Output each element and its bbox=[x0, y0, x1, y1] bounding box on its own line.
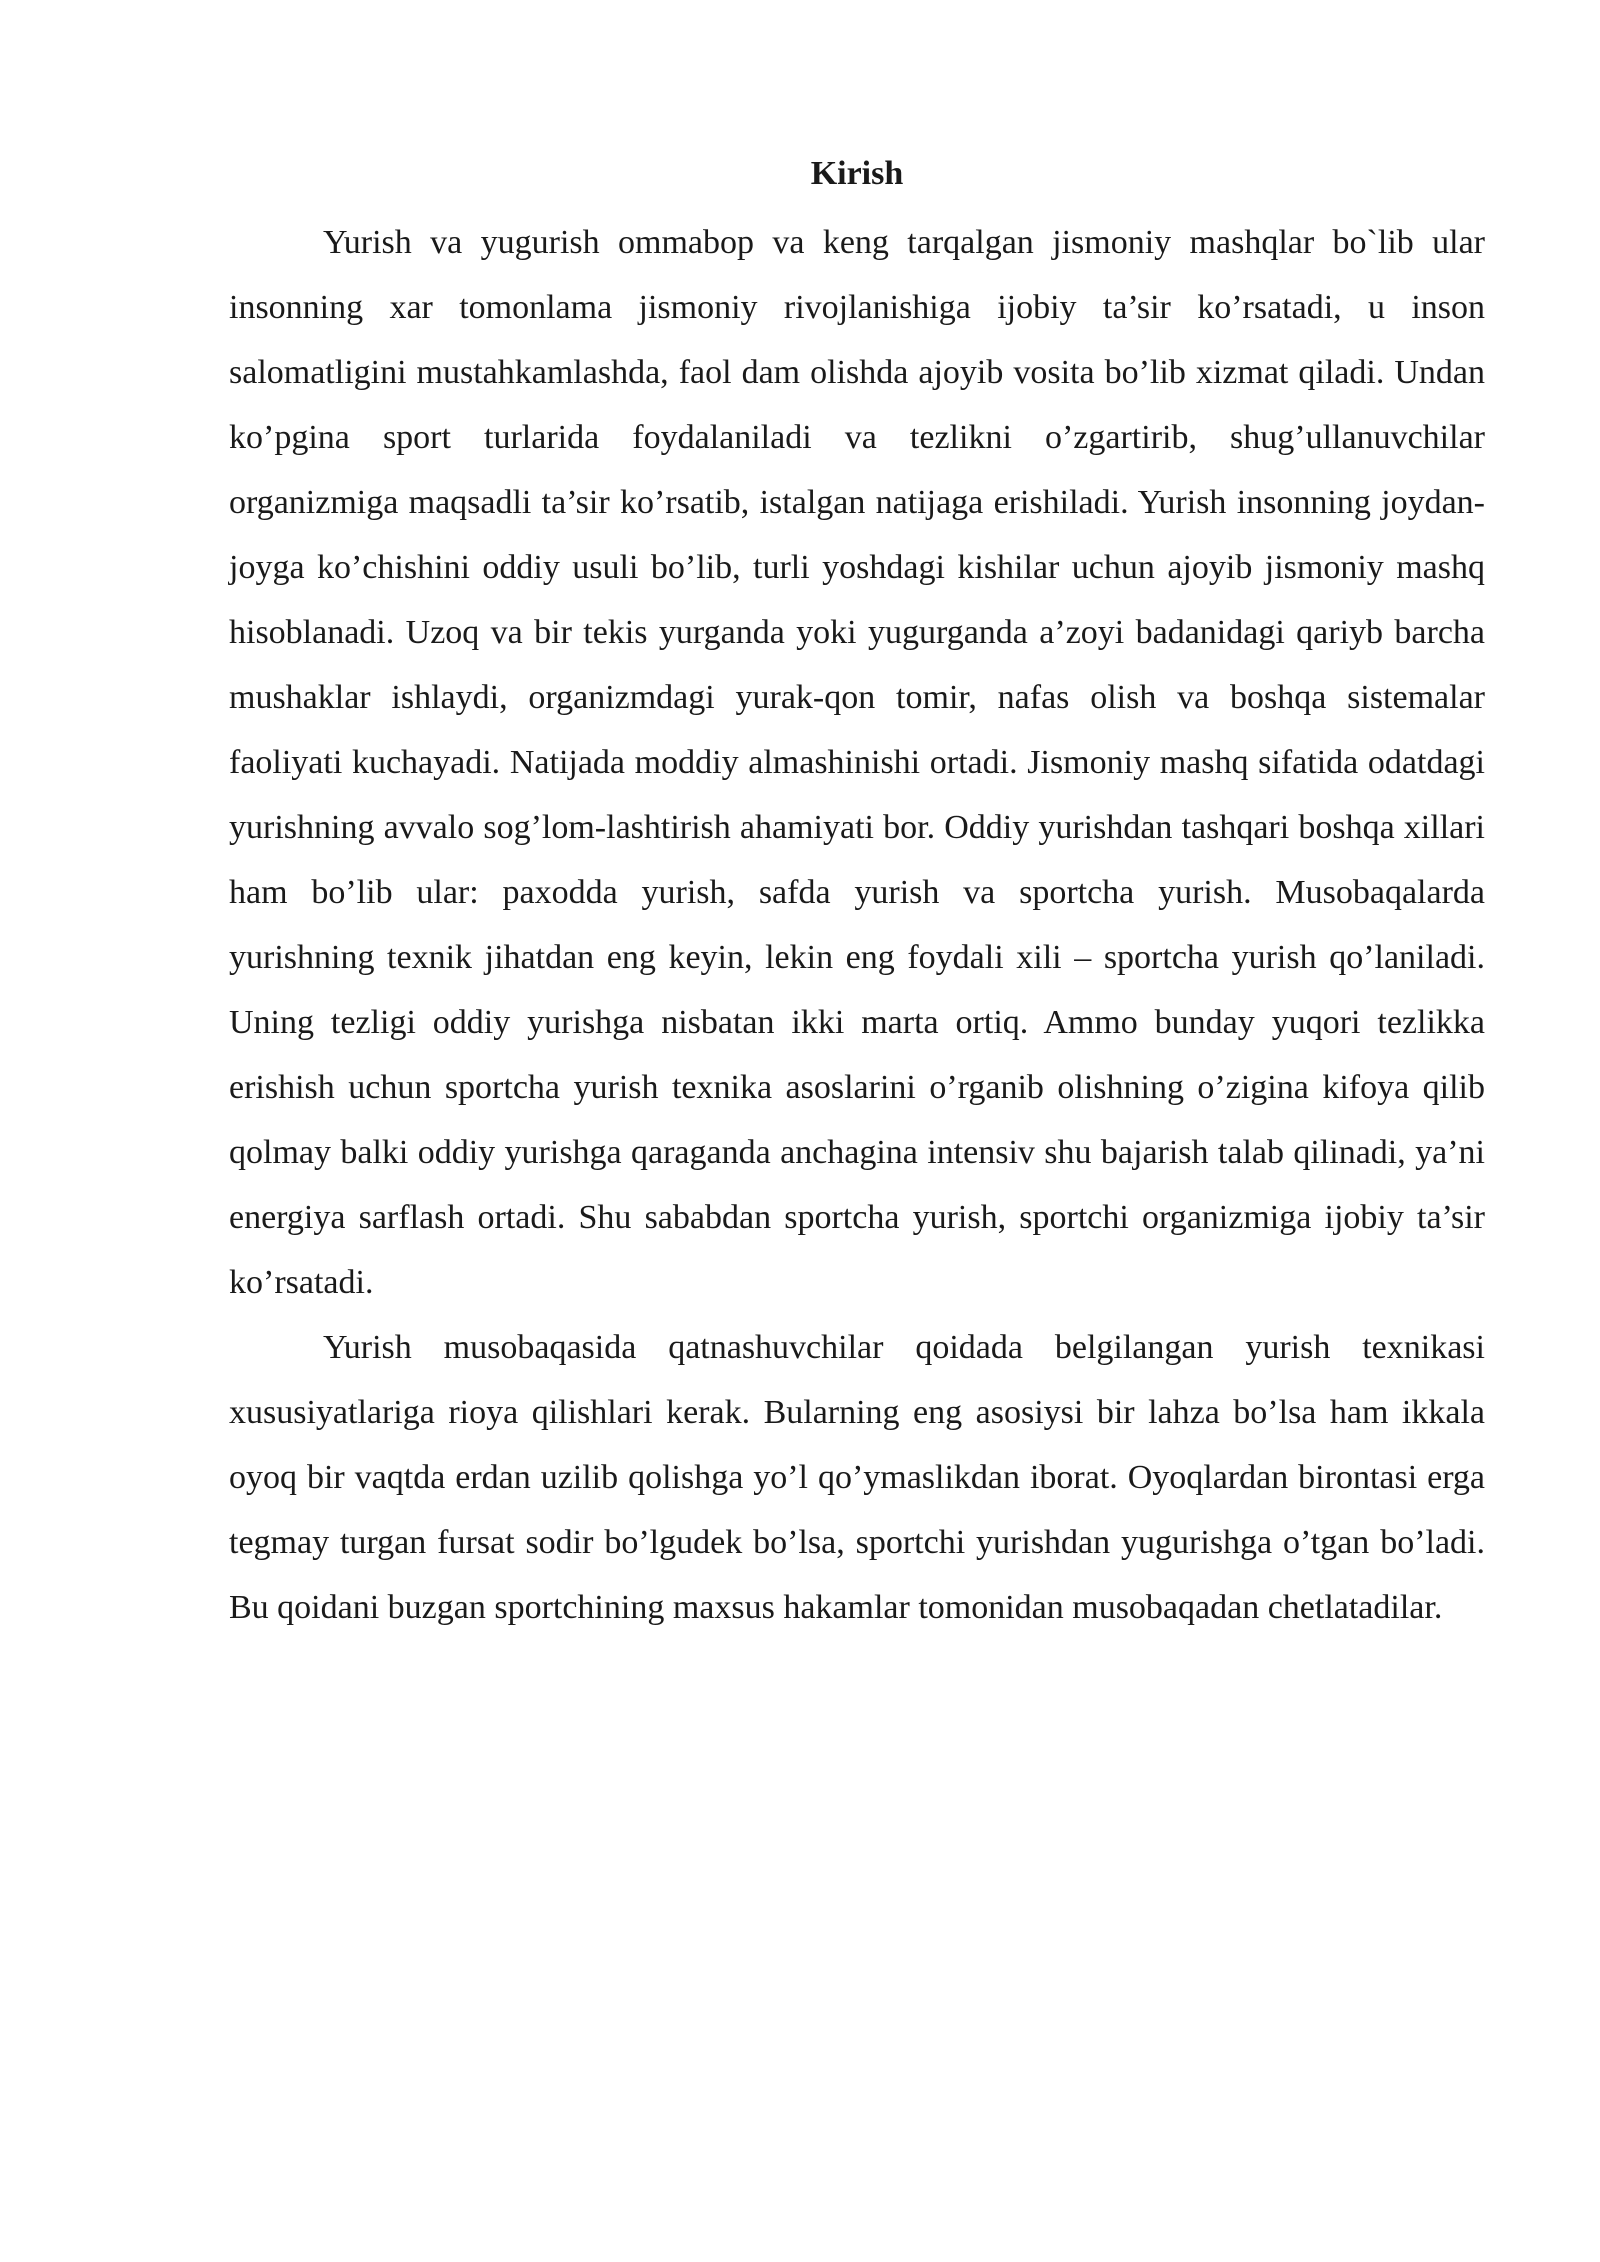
page-title: Kirish bbox=[810, 155, 904, 192]
paragraph-2: Yurish musobaqasida qatnashuvchilar qoidada belgilangan yurish texnikasi xususiyatlariga rioya qilishlari kerak. Bularning eng asosiysi bir lahza bo’lsa ham ikkala oyoq bir vaqtda erdan uzilib qolishga yo’l qo’ymaslikdan iborat. Oyoqlardan birontasi erga tegmay turgan fursat sodir bo’lgudek bo’lsa, sportchi yurishdan yugurishga o’tgan bo’ladi. Bu qoidani buzgan sportchining maxsus hakamlar tomonidan musobaqadan chetlatadilar. bbox=[229, 1329, 1485, 1626]
document-body bbox=[229, 148, 1485, 1640]
paragraph-1: Yurish va yugurish ommabop va keng tarqalgan jismoniy mashqlar bo`lib ular insonning xar tomonlama jismoniy rivojlanishiga ijobiy ta’sir ko’rsatadi, u inson salomatligini mustahkamlashda, faol dam olishda ajoyib vosita bo’lib xizmat qiladi. Undan ko’pgina sport turlarida foydalaniladi va tezlikni o’zgartirib, shug’ullanuvchilar organizmiga maqsadli ta’sir ko’rsatib, istalgan natijaga erishiladi. Yurish insonning joydan-joyga ko’chishini oddiy usuli bo’lib, turli yoshdagi kishilar uchun ajoyib jismoniy mashq hisoblanadi. Uzoq va bir tekis yurganda yoki yugurganda a’zoyi badanidagi qariyb barcha mushaklar ishlaydi, organizmdagi yurak-qon tomir, nafas olish va boshqa sistemalar faoliyati kuchayadi. Natijada moddiy almashinishi ortadi. Jismoniy mashq sifatida odatdagi yurishning avvalo sog’lom-lashtirish ahamiyati bor. Oddiy yurishdan tashqari boshqa xillari ham bo’lib ular: paxodda yurish, safda yurish va sportcha yurish. Musobaqalarda yurishning texnik jihatdan eng keyin, lekin eng foydali xili – sportcha yurish qo’laniladi. Uning tezligi oddiy yurishga nisbatan ikki marta ortiq. Ammo bunday yuqori tezlikka erishish uchun sportcha yurish texnika asoslarini o’rganib olishning o’zigina kifoya qilib qolmay balki oddiy yurishga qaraganda anchagina intensiv shu bajarish talab qilinadi, ya’ni energiya sarflash ortadi. Shu sababdan sportcha yurish, sportchi organizmiga ijobiy ta’sir ko’rsatadi. bbox=[229, 224, 1485, 1301]
